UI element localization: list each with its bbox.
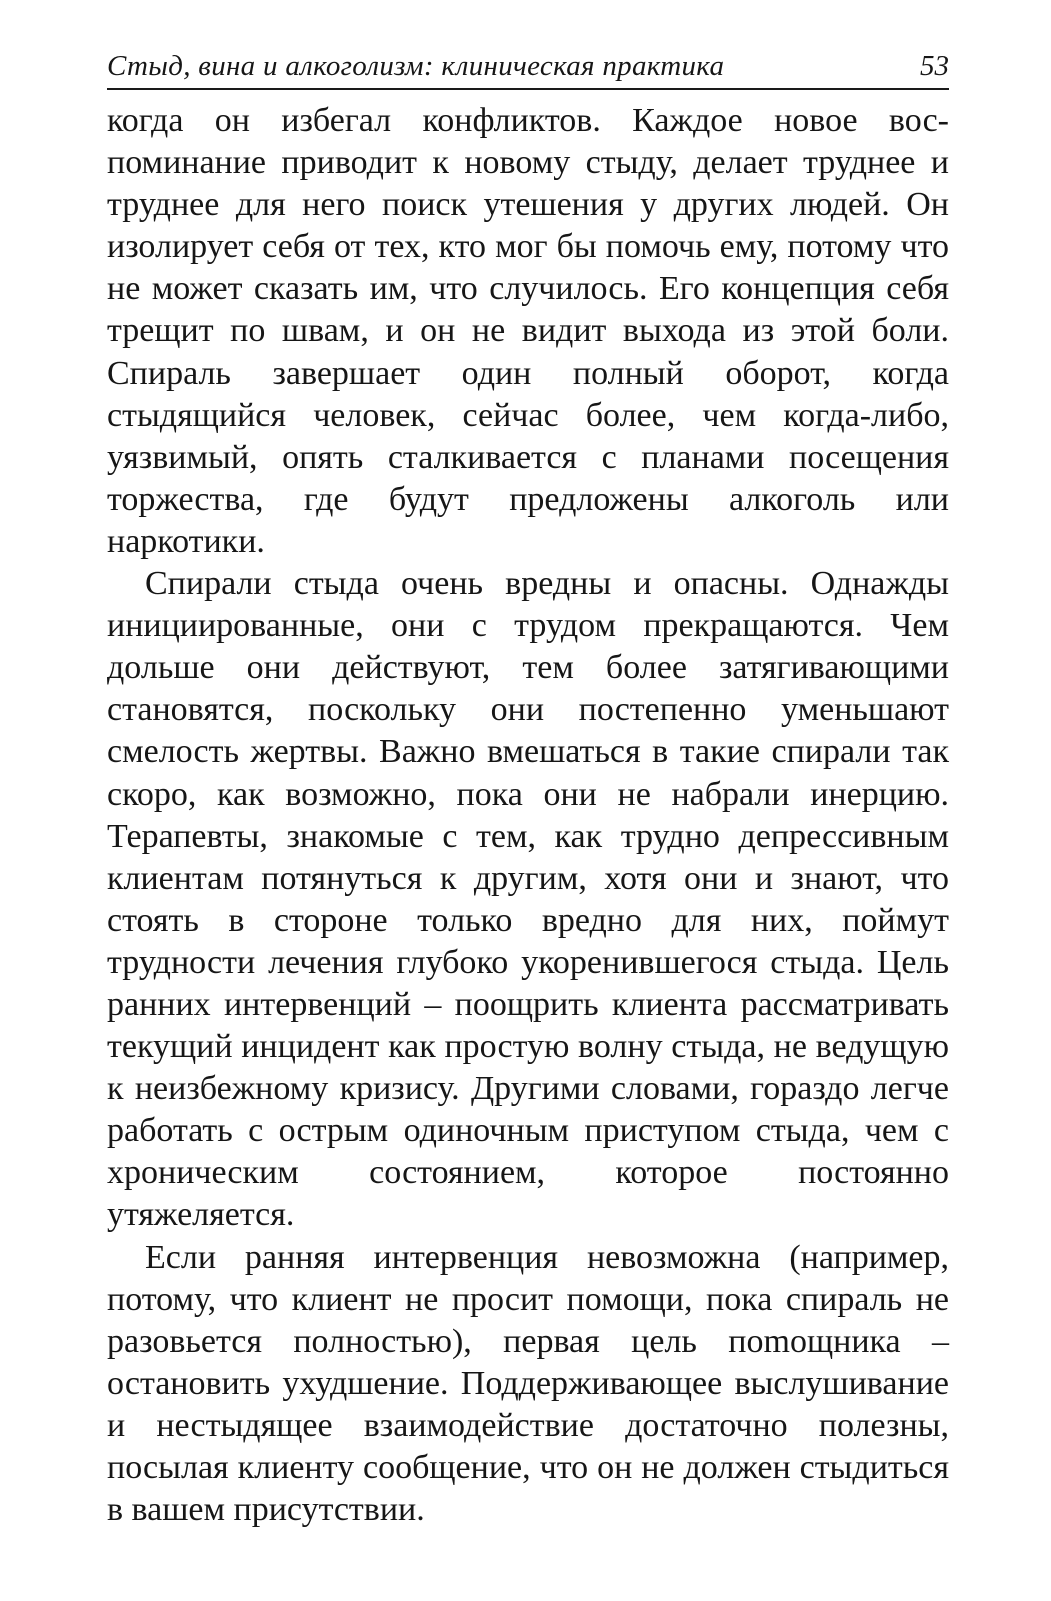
body-text xyxy=(107,100,949,1531)
paragraph-early-intervention: Если ранняя интервенция невозможна (например, потому, что клиент не просит помощи, пока спираль не разовьется полностью), первая цель поmощника – остановить ухудшение. Поддерживающее выслушивание и нестыдящее взаимодействие достаточно полезны, посылая клиенту сообщение, что он не должен стыдиться в вашем присутствии. xyxy=(107,1238,949,1529)
running-title: Стыд, вина и алкоголизм: клиническая практика xyxy=(107,50,725,82)
running-header xyxy=(107,48,949,90)
book-page xyxy=(107,48,949,1531)
paragraph-continuation: когда он избегал конфликтов. Каждое новое воспоминание приводит к новому стыду, делает труднее и труднее для него поиск утешения у других людей. Он изолирует себя от тех, кто мог бы помочь ему, потому что не может сказать им, что случилось. Его концепция себя трещит по швам, и он не видит выхода из этой боли. Спираль завершает один полный оборот, когда стыдящийся человек, сейчас более, чем когда-либо, уязвимый, опять сталкивается с планами посещения торжества, где будут предложены алкоголь или наркотики. xyxy=(107,102,949,560)
paragraph-shame-spirals: Спирали стыда очень вредны и опасны. Однажды инициированные, они с трудом прекращаются. Чем дольше они действуют, тем более затягивающими становятся, поскольку они постепенно уменьшают смелость жертвы. Важно вмешаться в такие спирали так скоро, как возможно, пока они не набрали инерцию. Терапевты, знакомые с тем, как трудно депрессивным клиентам потянуться к другим, хотя они и знают, что стоять в стороне только вредно для них, поймут трудности лечения глубоко укоренившегося стыда. Цель ранних интервенций – поощрить клиента рассматривать текущий инцидент как простую волну стыда, не ведущую к неизбежному кризису. Другими словами, гораздо легче работать с острым одиночным приступом стыда, чем с хроническим состоянием, которое постоянно утяжеляется. xyxy=(107,565,949,1234)
page-number: 53 xyxy=(920,50,949,82)
